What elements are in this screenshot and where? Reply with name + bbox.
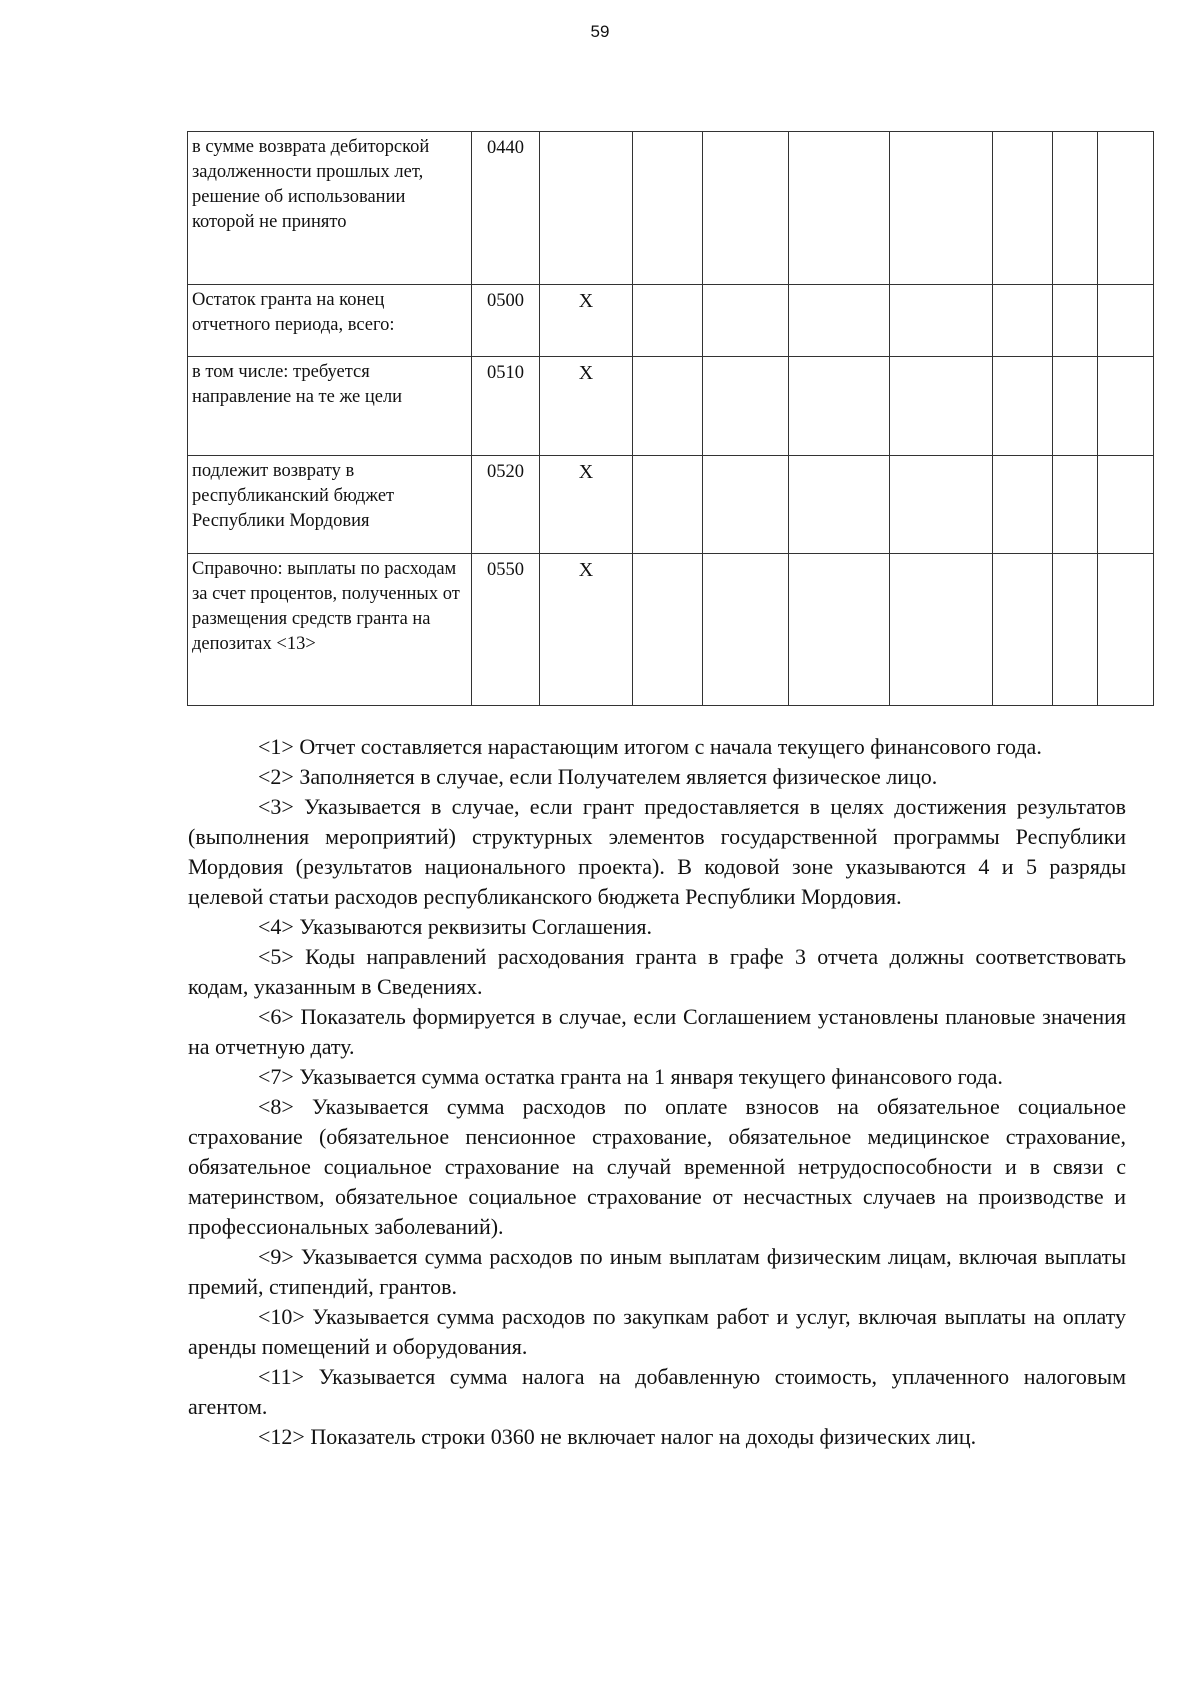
row-col3: X bbox=[540, 285, 633, 357]
row-label: в сумме возврата дебиторской задолженности прошлых лет, решение об использовании которой не принято bbox=[188, 132, 472, 285]
row-code: 0550 bbox=[472, 554, 540, 706]
footnote: <4> Указываются реквизиты Соглашения. bbox=[258, 914, 652, 939]
row-label: подлежит возврату в республиканский бюджет Республики Мордовия bbox=[188, 456, 472, 554]
row-code: 0520 bbox=[472, 456, 540, 554]
row-label: Справочно: выплаты по расходам за счет процентов, полученных от размещения средств гранта на депозитах <13> bbox=[188, 554, 472, 706]
row-col3: X bbox=[540, 357, 633, 456]
table-row bbox=[188, 357, 1154, 456]
footnote: <12> Показатель строки 0360 не включает налог на доходы физических лиц. bbox=[258, 1424, 977, 1449]
table-row bbox=[188, 456, 1154, 554]
footnote: <5> Коды направлений расходования гранта в графе 3 отчета должны соответствовать кодам, указанным в Сведениях. bbox=[188, 944, 1126, 999]
row-code: 0500 bbox=[472, 285, 540, 357]
footnote: <10> Указывается сумма расходов по закупкам работ и услуг, включая выплаты на оплату аренды помещений и оборудования. bbox=[188, 1304, 1126, 1359]
row-col3: X bbox=[540, 554, 633, 706]
footnote: <6> Показатель формируется в случае, если Соглашением установлены плановые значения на отчетную дату. bbox=[188, 1004, 1126, 1059]
row-col3: X bbox=[540, 456, 633, 554]
footnote: <2> Заполняется в случае, если Получателем является физическое лицо. bbox=[258, 764, 938, 789]
footnote: <1> Отчет составляется нарастающим итогом с начала текущего финансового года. bbox=[258, 734, 1042, 759]
footnote: <8> Указывается сумма расходов по оплате взносов на обязательное социальное страхование (обязательное пенсионное страхование, обязательное медицинское страхование, обязательное социальное страхование на случай временной нетрудоспособности и в связи с материнством, обязательное социальное страхование от несчастных случаев на производстве и профессиональных заболеваний). bbox=[188, 1094, 1126, 1239]
row-label: Остаток гранта на конец отчетного периода, всего: bbox=[188, 285, 472, 357]
row-code: 0440 bbox=[472, 132, 540, 285]
table-row bbox=[188, 554, 1154, 706]
table-row bbox=[188, 285, 1154, 357]
footnote: <3> Указывается в случае, если грант предоставляется в целях достижения результатов (выполнения мероприятий) структурных элементов государственной программы Республики Мордовия (результатов национального проекта). В кодовой зоне указываются 4 и 5 разряды целевой статьи расходов республиканского бюджета Республики Мордовия. bbox=[188, 794, 1126, 909]
footnote: <9> Указывается сумма расходов по иным выплатам физическим лицам, включая выплаты премий, стипендий, грантов. bbox=[188, 1244, 1126, 1299]
page-number: 59 bbox=[590, 22, 610, 41]
footnotes bbox=[188, 732, 1126, 1452]
report-table bbox=[187, 131, 1154, 706]
footnote: <7> Указывается сумма остатка гранта на 1 января текущего финансового года. bbox=[258, 1064, 1003, 1089]
row-label: в том числе: требуется направление на те же цели bbox=[188, 357, 472, 456]
row-code: 0510 bbox=[472, 357, 540, 456]
table-row bbox=[188, 132, 1154, 285]
row-col3 bbox=[540, 132, 633, 285]
footnote: <11> Указывается сумма налога на добавленную стоимость, уплаченного налоговым агентом. bbox=[188, 1364, 1126, 1419]
